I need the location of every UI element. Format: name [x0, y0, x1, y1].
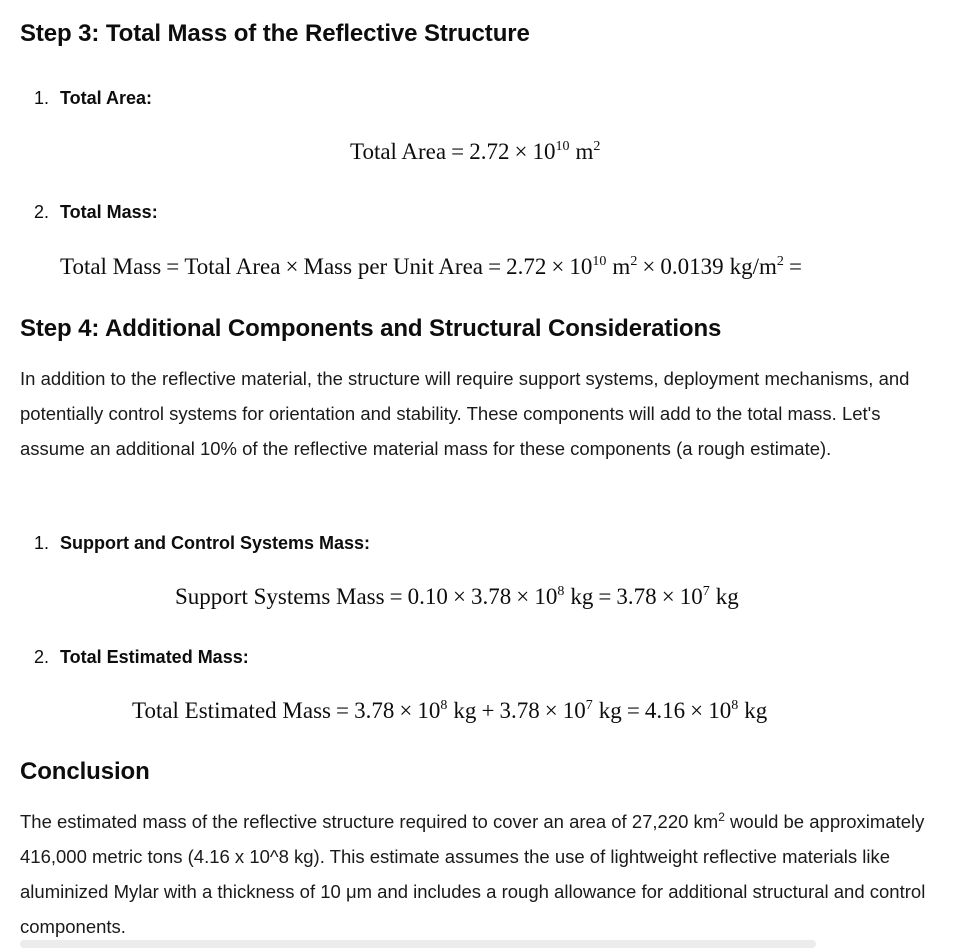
equation-total-mass: Total Mass = Total Area × Mass per Unit Area = $2.72 \times 10^{10}$ $m^2 \times 0.0139$ $kg/m^2$ = — [60, 253, 802, 279]
list-number: 1. — [34, 533, 50, 553]
step4-paragraph: In addition to the reflective material, the structure will require support systems, deployment mechanisms, and potentially control systems for orientation and stability. These components will add to the total mass. Let's assume an additional 10% of the reflective material mass for these components (a rough estimate). — [20, 368, 910, 459]
conclusion-heading: Conclusion — [20, 758, 150, 785]
list-label: Total Estimated Mass: — [60, 647, 249, 667]
step4-list-item-2 — [34, 647, 249, 668]
step3-heading: Step 3: Total Mass of the Reflective Structure — [20, 20, 530, 47]
step4-heading: Step 4: Additional Components and Structural Considerations — [20, 315, 722, 342]
equation-total-estimated: Total Estimated Mass = $3.78 \times 10^8$ kg + $3.78 \times 10^7$ kg = $4.16 \times 10^8$ kg — [132, 697, 768, 723]
equation-support-systems: Support Systems Mass = $0.10 \times 3.78 \times 10^8$ kg = $3.78 \times 10^7$ kg — [175, 583, 739, 609]
list-number: 2. — [34, 647, 50, 667]
step4-list-item-1 — [34, 533, 370, 554]
list-label: Total Mass: — [60, 202, 158, 222]
list-number: 1. — [34, 88, 50, 108]
conclusion-paragraph: The estimated mass of the reflective structure required to cover an area of 27,220 $km^2$ would be approximately 416,000 metric tons (4.16 x 10^8 kg). This estimate assumes the use of lightweight reflective materials like aluminized Mylar with a thickness of 10 μm and includes a rough allowance for additional structural and control components. — [20, 809, 926, 937]
equation-total-area: Total Area = $2.72 \times 10^{10}$ $m^2$ — [350, 138, 601, 164]
step3-list-item-2 — [34, 202, 158, 223]
list-label: Total Area: — [60, 88, 153, 108]
list-number: 2. — [34, 202, 50, 222]
code-block-edge — [20, 940, 816, 948]
list-label: Support and Control Systems Mass: — [60, 533, 371, 553]
step3-list-item-1 — [34, 88, 152, 109]
eq-lhs: Total Area — [350, 139, 447, 164]
